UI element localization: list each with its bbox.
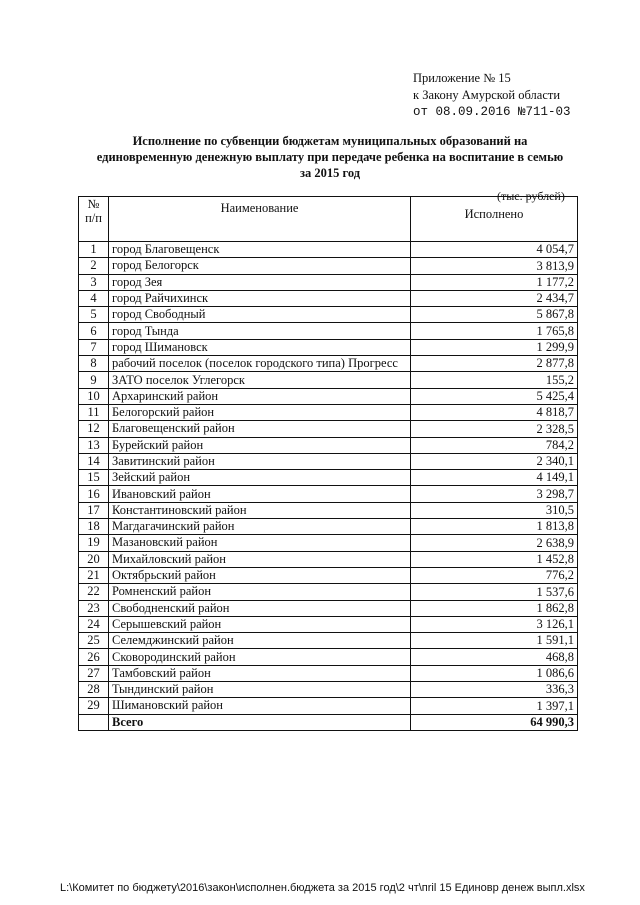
table-row — [79, 502, 578, 518]
row-value: 1 299,9 — [411, 339, 578, 355]
row-name: Ромненский район — [109, 584, 411, 600]
row-name: Ивановский район — [109, 486, 411, 502]
row-name: город Свободный — [109, 307, 411, 323]
table-row — [79, 551, 578, 567]
table-row — [79, 388, 578, 404]
row-value: 2 340,1 — [411, 453, 578, 469]
row-name: город Шимановск — [109, 339, 411, 355]
row-number: 7 — [79, 339, 109, 355]
table-row — [79, 339, 578, 355]
row-name: рабочий поселок (поселок городского типа) Прогресс — [109, 356, 411, 372]
row-name: Бурейский район — [109, 437, 411, 453]
row-value: 2 877,8 — [411, 356, 578, 372]
annex-number: Приложение № 15 — [413, 71, 511, 85]
document-title — [60, 133, 600, 181]
row-name: Тамбовский район — [109, 665, 411, 681]
row-value: 1 537,6 — [411, 584, 578, 600]
row-value: 1 765,8 — [411, 323, 578, 339]
table-row — [79, 567, 578, 583]
row-number: 11 — [79, 404, 109, 420]
row-name: Селемджинский район — [109, 633, 411, 649]
row-name: город Зея — [109, 274, 411, 290]
row-name: Белогорский район — [109, 404, 411, 420]
table-row — [79, 242, 578, 258]
row-name: Мазановский район — [109, 535, 411, 551]
row-name: город Благовещенск — [109, 242, 411, 258]
table-row — [79, 404, 578, 420]
total-value: 64 990,3 — [411, 714, 578, 730]
row-number: 20 — [79, 551, 109, 567]
table-row — [79, 649, 578, 665]
row-value: 1 862,8 — [411, 600, 578, 616]
row-value: 1 086,6 — [411, 665, 578, 681]
row-value: 2 328,5 — [411, 421, 578, 437]
row-value: 1 452,8 — [411, 551, 578, 567]
title-line-2: единовременную денежную выплату при передаче ребенка на воспитание в семью — [96, 150, 564, 164]
table-row — [79, 323, 578, 339]
row-number: 27 — [79, 665, 109, 681]
file-path-footer: L:\Комитет по бюджету\2016\закон\исполнен.бюджета за 2015 год\2 чт\пril 15 Единовр денеж выпл.xlsx — [60, 882, 585, 894]
row-number: 19 — [79, 535, 109, 551]
total-row — [79, 714, 578, 730]
row-value: 1 177,2 — [411, 274, 578, 290]
annex-date: от 08.09.2016 №711-03 — [413, 105, 571, 119]
row-name: город Белогорск — [109, 258, 411, 274]
table-row — [79, 372, 578, 388]
row-number: 4 — [79, 290, 109, 306]
row-number: 21 — [79, 567, 109, 583]
row-name: Сковородинский район — [109, 649, 411, 665]
row-value: 2 638,9 — [411, 535, 578, 551]
row-value: 3 813,9 — [411, 258, 578, 274]
table-row — [79, 258, 578, 274]
table-row — [79, 453, 578, 469]
title-line-1: Исполнение по субвенции бюджетам муниципальных образований на — [132, 134, 528, 148]
row-number: 2 — [79, 258, 109, 274]
row-number: 14 — [79, 453, 109, 469]
row-name: Зейский район — [109, 470, 411, 486]
row-number: 8 — [79, 356, 109, 372]
row-value: 1 591,1 — [411, 633, 578, 649]
row-number: 24 — [79, 616, 109, 632]
row-name: Свободненский район — [109, 600, 411, 616]
row-number: 29 — [79, 698, 109, 714]
table-row — [79, 356, 578, 372]
row-value: 468,8 — [411, 649, 578, 665]
row-number: 3 — [79, 274, 109, 290]
header-name: Наименование — [109, 197, 411, 242]
row-name: город Райчихинск — [109, 290, 411, 306]
row-value: 336,3 — [411, 682, 578, 698]
units-label: (тыс. рублей) — [497, 189, 565, 203]
row-number: 6 — [79, 323, 109, 339]
row-number: 1 — [79, 242, 109, 258]
row-value: 3 298,7 — [411, 486, 578, 502]
table-row — [79, 535, 578, 551]
row-value: 5 425,4 — [411, 388, 578, 404]
row-number: 5 — [79, 307, 109, 323]
row-value: 4 054,7 — [411, 242, 578, 258]
header-value: Исполнено — [411, 197, 578, 242]
row-number: 15 — [79, 470, 109, 486]
annex-block — [413, 70, 571, 121]
row-name: Константиновский район — [109, 502, 411, 518]
header-number-symbol: № — [87, 197, 100, 211]
table-row — [79, 307, 578, 323]
table-row — [79, 519, 578, 535]
row-value: 4 818,7 — [411, 404, 578, 420]
row-value: 1 397,1 — [411, 698, 578, 714]
row-number: 9 — [79, 372, 109, 388]
header-number-abbr: п/п — [85, 211, 102, 225]
header-number — [79, 197, 109, 242]
row-value: 155,2 — [411, 372, 578, 388]
row-name: Магдагачинский район — [109, 519, 411, 535]
row-name: Михайловский район — [109, 551, 411, 567]
row-number: 17 — [79, 502, 109, 518]
row-number: 12 — [79, 421, 109, 437]
total-label: Всего — [109, 714, 411, 730]
row-number: 26 — [79, 649, 109, 665]
table-row — [79, 665, 578, 681]
row-number: 10 — [79, 388, 109, 404]
table-row — [79, 421, 578, 437]
row-name: Серышевский район — [109, 616, 411, 632]
row-number: 18 — [79, 519, 109, 535]
annex-law: к Закону Амурской области — [413, 88, 561, 102]
total-number-cell — [79, 714, 109, 730]
row-number: 13 — [79, 437, 109, 453]
table-row — [79, 600, 578, 616]
row-number: 28 — [79, 682, 109, 698]
row-value: 1 813,8 — [411, 519, 578, 535]
row-name: Благовещенский район — [109, 421, 411, 437]
row-name: Тындинский район — [109, 682, 411, 698]
row-number: 23 — [79, 600, 109, 616]
row-value: 5 867,8 — [411, 307, 578, 323]
row-value: 2 434,7 — [411, 290, 578, 306]
row-value: 784,2 — [411, 437, 578, 453]
row-name: ЗАТО поселок Углегорск — [109, 372, 411, 388]
table-header-row — [79, 197, 578, 242]
title-line-3: за 2015 год — [299, 166, 361, 180]
table-row — [79, 698, 578, 714]
row-name: Октябрьский район — [109, 567, 411, 583]
row-value: 776,2 — [411, 567, 578, 583]
row-number: 25 — [79, 633, 109, 649]
row-name: город Тында — [109, 323, 411, 339]
row-number: 22 — [79, 584, 109, 600]
row-name: Архаринский район — [109, 388, 411, 404]
table-row — [79, 682, 578, 698]
execution-table — [78, 196, 578, 731]
table-row — [79, 290, 578, 306]
table-row — [79, 584, 578, 600]
table-row — [79, 616, 578, 632]
row-value: 4 149,1 — [411, 470, 578, 486]
table-row — [79, 470, 578, 486]
row-name: Шимановский район — [109, 698, 411, 714]
table-row — [79, 486, 578, 502]
row-value: 3 126,1 — [411, 616, 578, 632]
row-number: 16 — [79, 486, 109, 502]
table-row — [79, 274, 578, 290]
table-row — [79, 633, 578, 649]
row-name: Завитинский район — [109, 453, 411, 469]
row-value: 310,5 — [411, 502, 578, 518]
table-row — [79, 437, 578, 453]
